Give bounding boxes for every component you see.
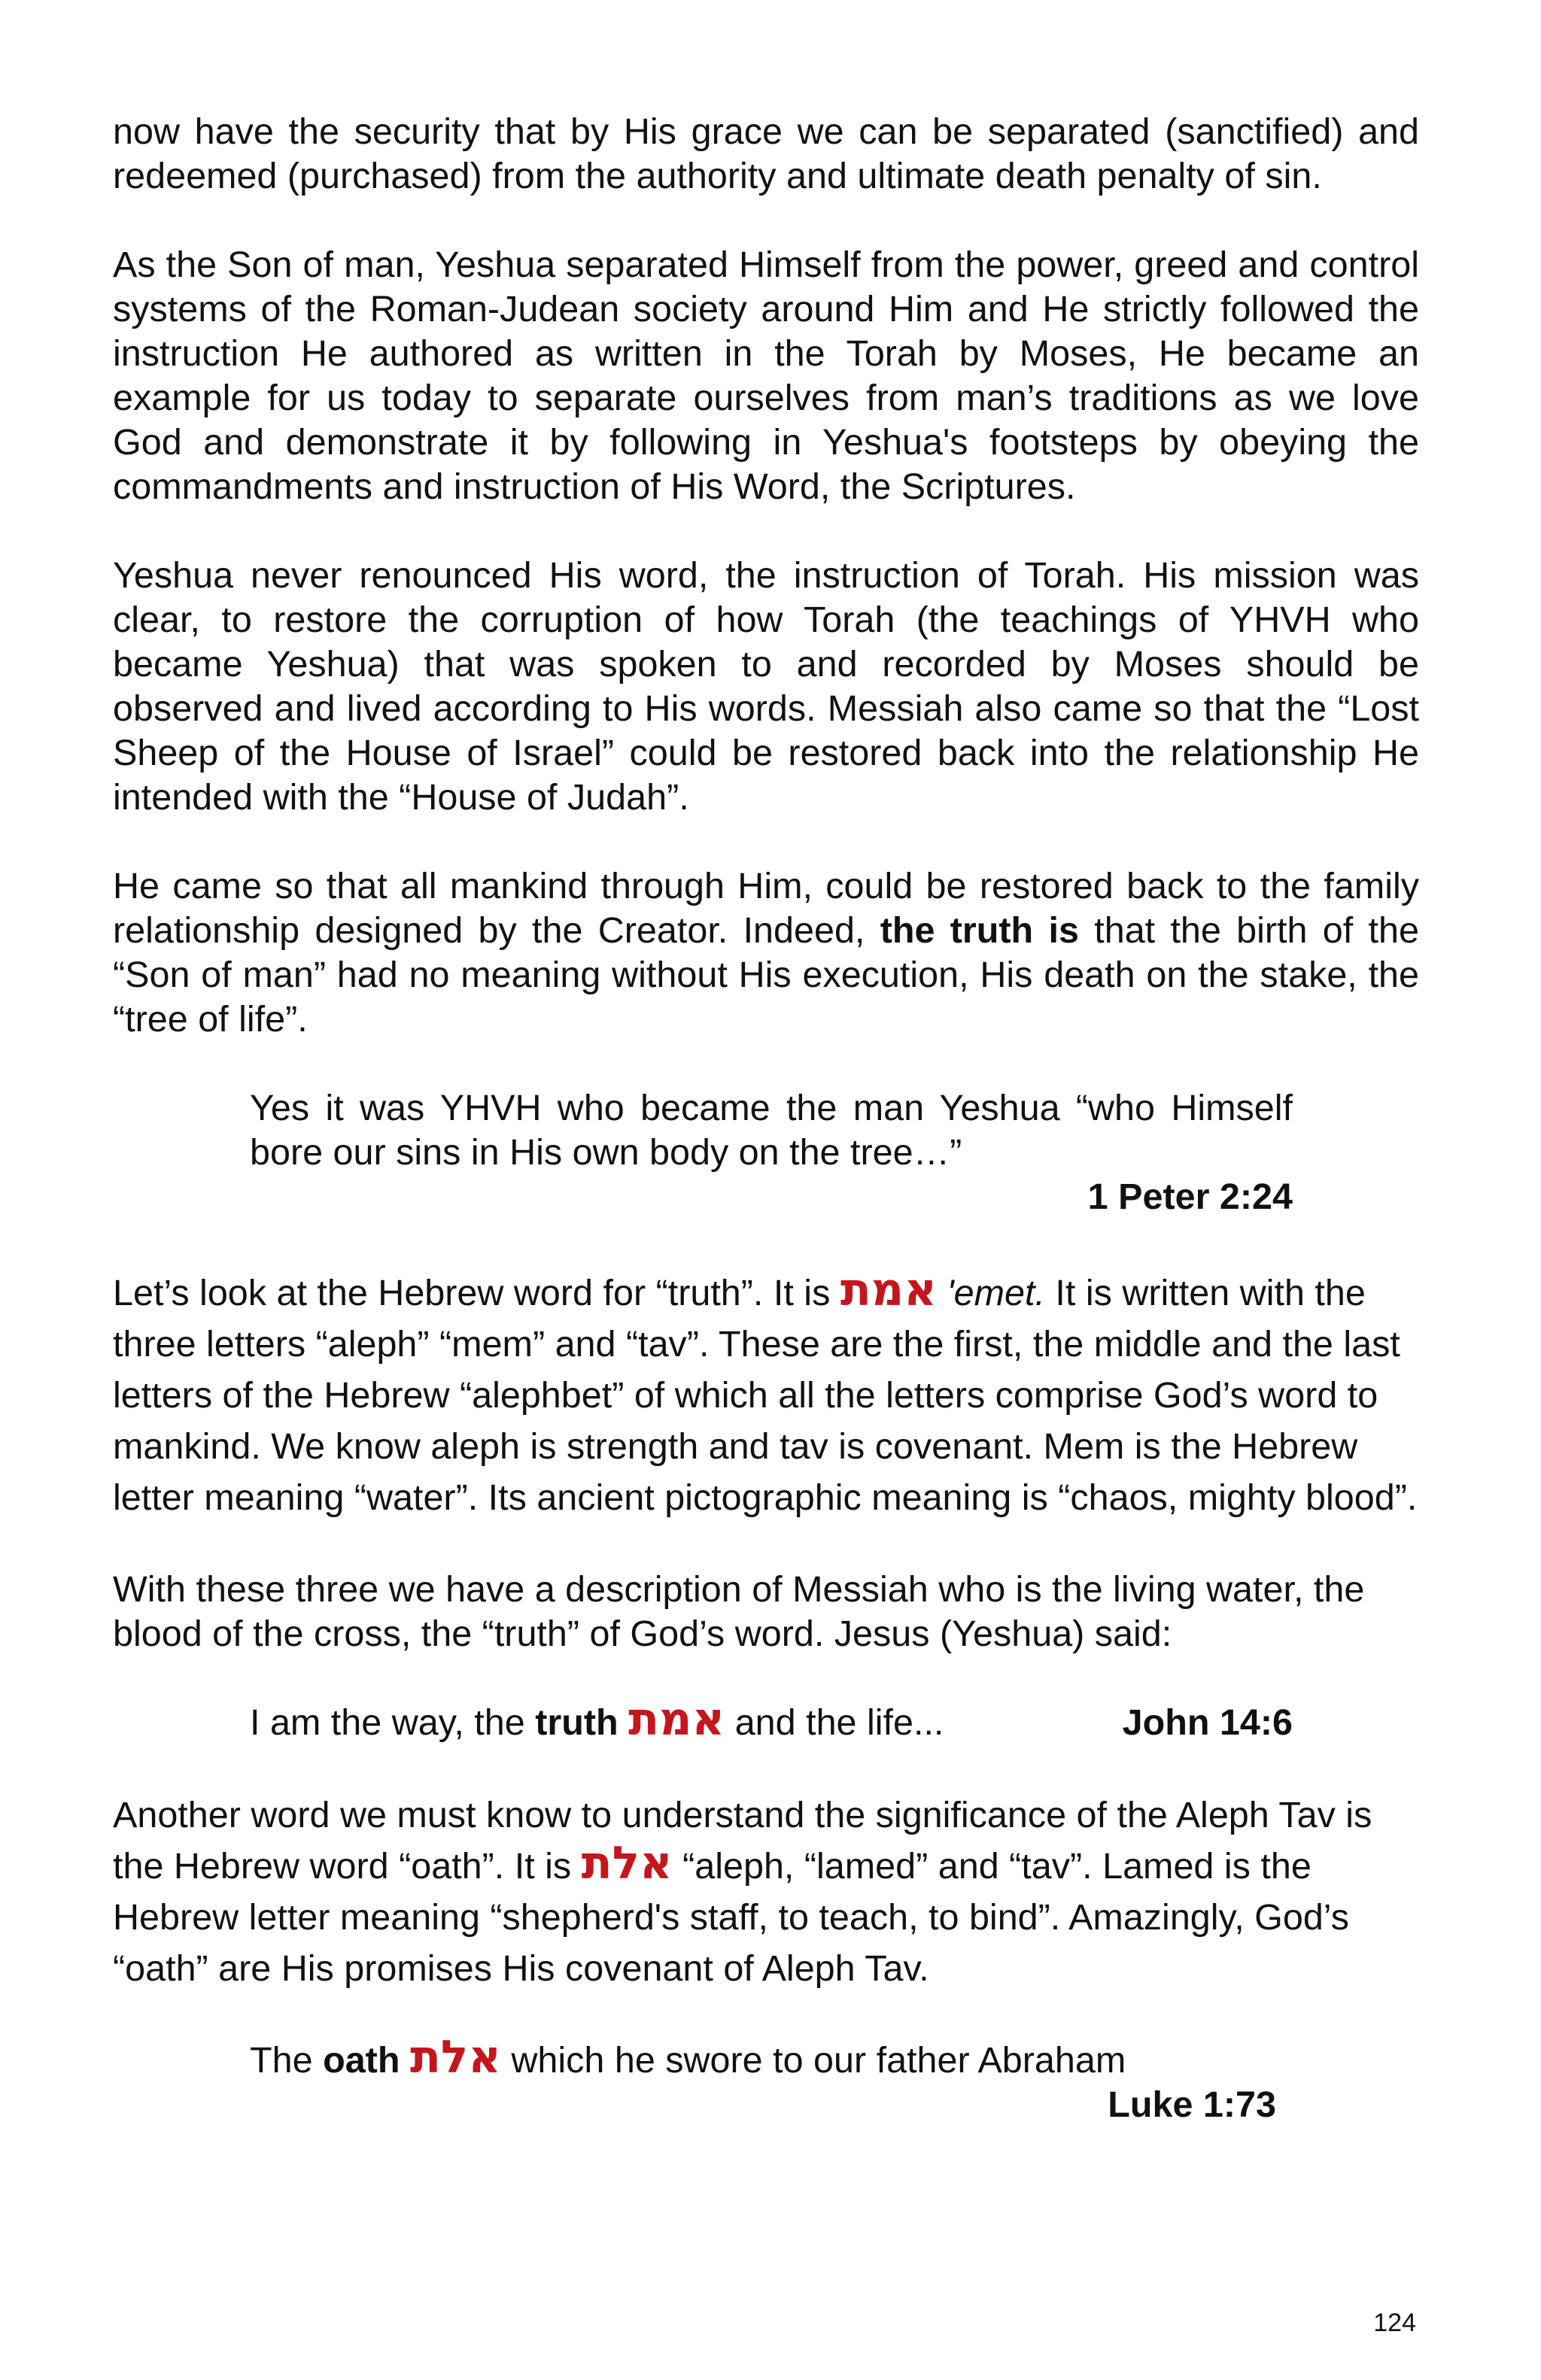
paragraph-emet-text: Let’s look at the Hebrew word for “truth”. It is bbox=[113, 1273, 840, 1313]
quote-john-reference: John 14:6 bbox=[1122, 1702, 1293, 1743]
quote-luke-reference: Luke 1:73 bbox=[1108, 2084, 1276, 2125]
paragraph-three-letters: With these three we have a description of Messiah who is the living water, the blood of the cross, the “truth” of God’s word. Jesus (Yeshua) said: bbox=[113, 1569, 1365, 1654]
paragraph-oath-text: Another word we must know to understand the significance of the Aleph Tav is the Hebrew word “oath”. It is bbox=[113, 1795, 1372, 1887]
page-body bbox=[113, 110, 1419, 2127]
quote-peter-text: Yes it was YHVH who became the man Yeshua “who Himself bore our sins in His own body on the tree…” bbox=[250, 1088, 1293, 1173]
paragraph-restoration bbox=[113, 864, 1419, 1042]
emet-transliteration: 'emet. bbox=[936, 1273, 1045, 1313]
quote-luke bbox=[250, 2031, 1276, 2127]
hebrew-alat-quote: אלת bbox=[409, 2031, 501, 2084]
quote-peter-reference: 1 Peter 2:24 bbox=[1087, 1176, 1293, 1217]
hebrew-alat: אלת bbox=[581, 1837, 673, 1890]
quote-john-text-end: and the life... bbox=[725, 1702, 944, 1743]
hebrew-emet: אמת bbox=[840, 1264, 937, 1316]
truth-bold: truth bbox=[535, 1702, 619, 1743]
quote-luke-text-end: which he swore to our father Abraham bbox=[500, 2040, 1126, 2081]
paragraph-oath-text-end: “aleph, “lamed” and “tav”. Lamed is the Hebrew letter meaning “shepherd's staff, to teach, to bind”. Amazingly, God’s “oath” are His promises His covenant of Aleph Tav. bbox=[113, 1846, 1349, 1989]
oath-bold: oath bbox=[323, 2040, 400, 2081]
paragraph-emet bbox=[113, 1264, 1419, 1523]
paragraph-restoration-text: He came so that all mankind through Him, could be restored back to the family relationship designed by the Creator. Indeed, bbox=[113, 866, 1419, 951]
paragraph-emet-text-end: It is written with the three letters “aleph” “mem” and “tav”. These are the first, the middle and the last letters of the Hebrew “alephbet” of which all the letters comprise God’s word to mankind. We know aleph is strength and tav is covenant. Mem is the Hebrew letter meaning “water”. Its ancient pictographic meaning is “chaos, mighty blood”. bbox=[113, 1273, 1418, 1518]
page-number: 124 bbox=[1373, 2309, 1416, 2337]
quote-john bbox=[250, 1693, 1293, 1746]
quote-luke-text-start: The bbox=[250, 2040, 324, 2081]
quote-john-text-start: I am the way, the bbox=[250, 1702, 536, 1743]
paragraph-restoration-text-end: that the birth of the “Son of man” had no meaning without His execution, His death on the stake, the “tree of life”. bbox=[113, 910, 1419, 1040]
hebrew-emet-quote: אמת bbox=[628, 1693, 725, 1746]
quote-john-text bbox=[250, 1693, 1123, 1746]
paragraph-oath bbox=[113, 1790, 1419, 1994]
paragraph-son-of-man: As the Son of man, Yeshua separated Himself from the power, greed and control systems of the Roman-Judean society around Him and He strictly followed the instruction He authored as written in the Torah by Moses, He became an example for us today to separate ourselves from man’s traditions as we love God and demonstrate it by following in Yeshua's footsteps by obeying the commandments and instruction of His Word, the Scriptures. bbox=[113, 244, 1419, 507]
quote-peter bbox=[250, 1086, 1293, 1219]
quote-luke-text bbox=[250, 2031, 1276, 2084]
truth-is-bold: the truth is bbox=[880, 910, 1079, 951]
paragraph-security: now have the security that by His grace we can be separated (sanctified) and redeemed (purchased) from the authority and ultimate death penalty of sin. bbox=[113, 111, 1419, 196]
paragraph-torah-mission: Yeshua never renounced His word, the instruction of Torah. His mission was clear, to restore the corruption of how Torah (the teachings of YHVH who became Yeshua) that was spoken to and recorded by Moses should be observed and lived according to His words. Messiah also came so that the “Lost Sheep of the House of Israel” could be restored back into the relationship He intended with the “House of Judah”. bbox=[113, 555, 1419, 818]
